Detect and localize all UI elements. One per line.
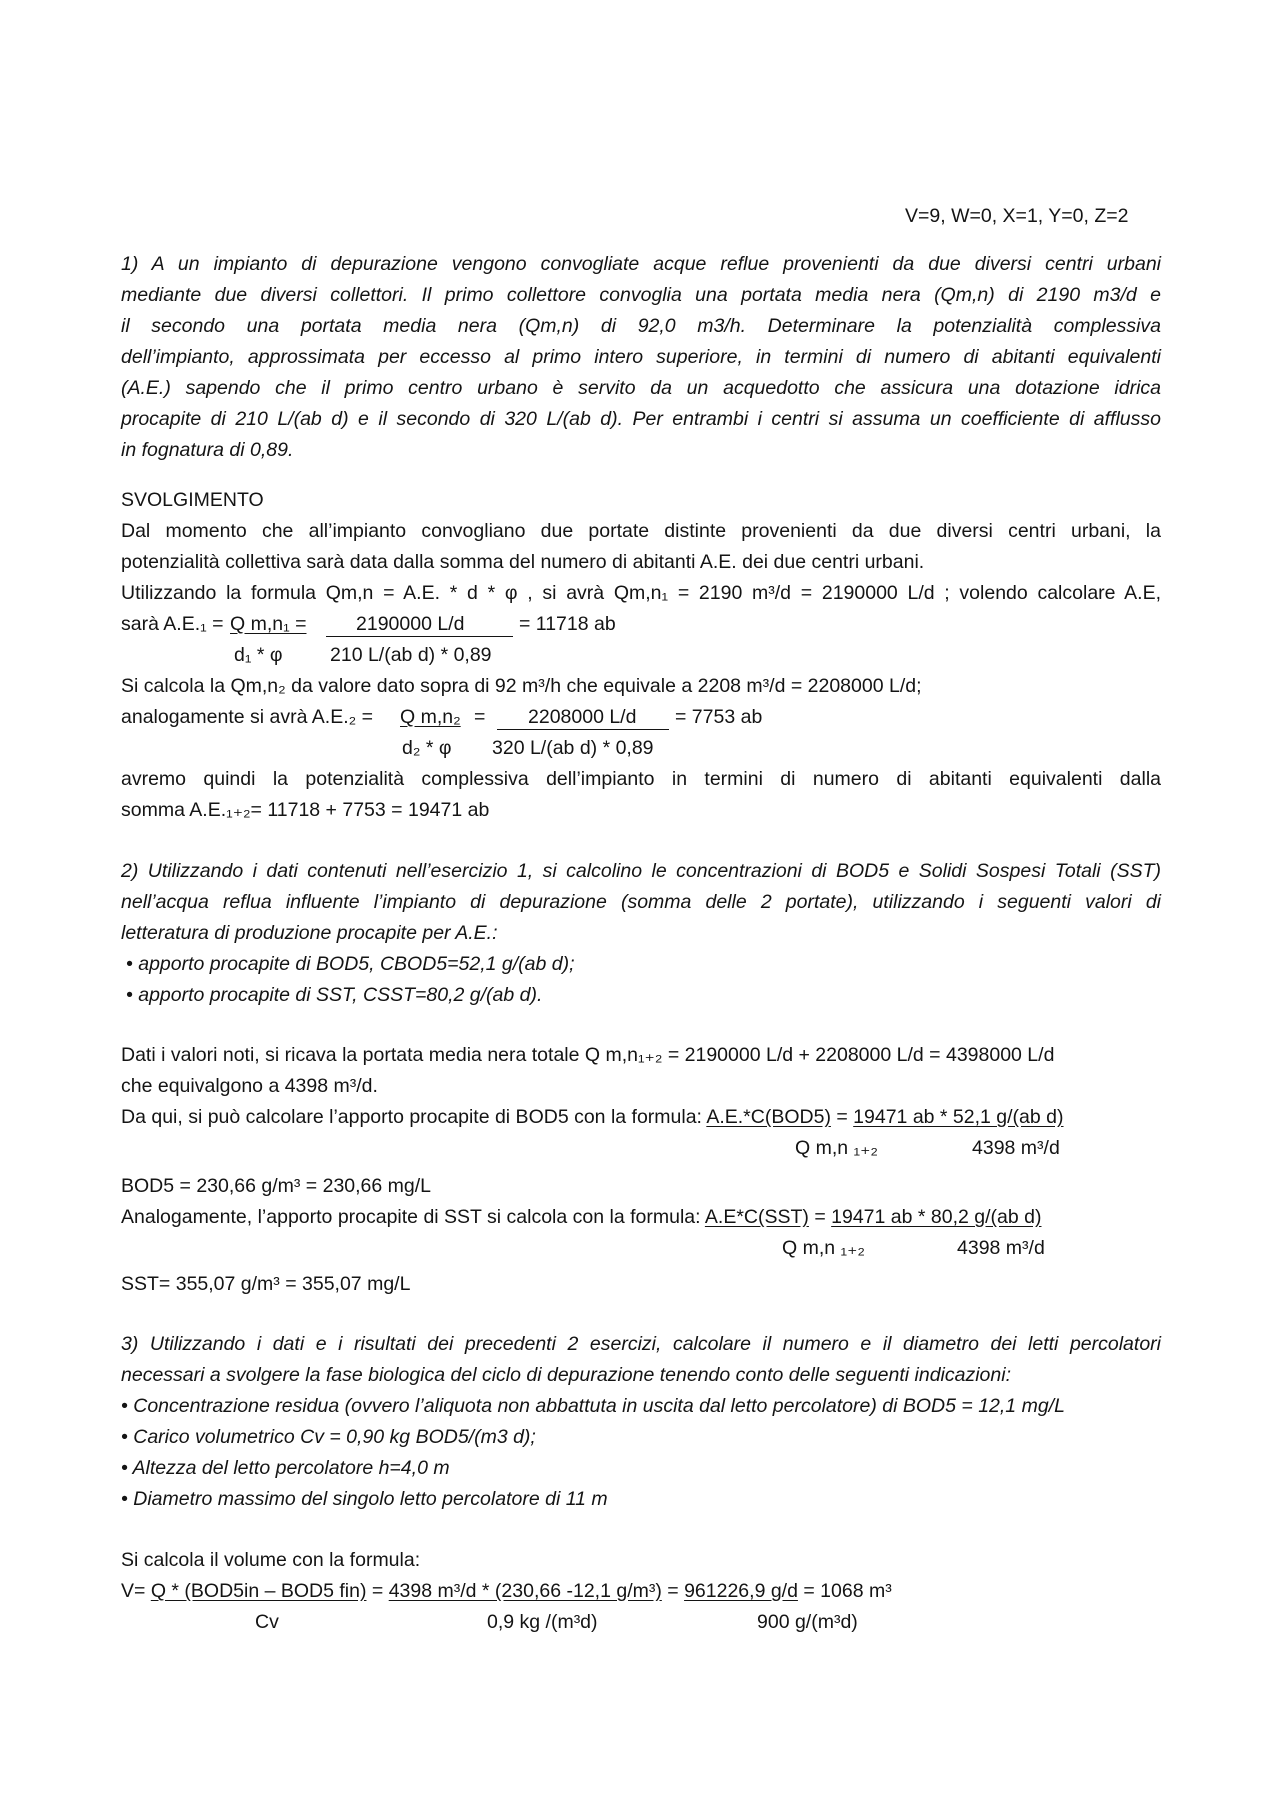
formula-intro: Analogamente, l’apporto procapite di SST si calcola con la formula: bbox=[121, 1206, 705, 1228]
text-line: potenzialità collettiva sarà data dalla somma del numero di abitanti A.E. dei due centri urbani. bbox=[121, 551, 925, 573]
text-line bbox=[121, 1108, 1064, 1128]
formula-fraction-denominator: 210 L/(ab d) * 0,89 bbox=[330, 644, 492, 666]
section-heading: SVOLGIMENTO bbox=[121, 489, 264, 511]
formula-prefix: analogamente si avrà A.E.₂ = bbox=[121, 706, 374, 728]
text-line: (A.E.) sapendo che il primo centro urbano è servito da un acquedotto che assicura una dotazione idrica bbox=[121, 377, 1161, 399]
result-line: SST= 355,07 g/m³ = 355,07 mg/L bbox=[121, 1273, 411, 1295]
bullet-item: • apporto procapite di SST, CSST=80,2 g/(ab d). bbox=[126, 984, 543, 1006]
text-line: che equivalgono a 4398 m³/d. bbox=[121, 1075, 378, 1097]
text-line: 3) Utilizzando i dati e i risultati dei precedenti 2 esercizi, calcolare il numero e il diametro dei letti percolatori bbox=[121, 1333, 1161, 1355]
formula-numerator: A.E*C(SST) bbox=[704, 1206, 809, 1228]
formula-equals: = bbox=[808, 1206, 832, 1228]
formula-fraction-denominator: 320 L/(ab d) * 0,89 bbox=[492, 737, 654, 759]
formula-equals: = bbox=[661, 1580, 685, 1602]
text-line bbox=[121, 1208, 1041, 1228]
text-line: avremo quindi la potenzialità complessiva dell’impianto in termini di numero di abitanti equivalenti dalla bbox=[121, 768, 1161, 790]
formula-result: = 11718 ab bbox=[519, 613, 616, 635]
text-line: in fognatura di 0,89. bbox=[121, 439, 294, 461]
result-line: BOD5 = 230,66 g/m³ = 230,66 mg/L bbox=[121, 1175, 432, 1197]
formula-equals: = bbox=[830, 1106, 854, 1128]
formula-denominator: Cv bbox=[255, 1611, 279, 1633]
bullet-item: • Diametro massimo del singolo letto percolatore di 11 m bbox=[121, 1488, 608, 1510]
formula-numerator: A.E.*C(BOD5) bbox=[706, 1106, 831, 1128]
formula-denominator: Q m,n ₁₊₂ bbox=[795, 1137, 878, 1159]
text-line: procapite di 210 L/(ab d) e il secondo di 320 L/(ab d). Per entrambi i centri si assuma un coefficiente di afflusso bbox=[121, 408, 1161, 430]
bullet-item: • Carico volumetrico Cv = 0,90 kg BOD5/(m3 d); bbox=[121, 1426, 536, 1448]
formula-result: = 7753 ab bbox=[675, 706, 763, 728]
formula-denominator: d₁ * φ bbox=[234, 644, 283, 666]
formula-denominator: 4398 m³/d bbox=[972, 1137, 1060, 1159]
text-line: Dal momento che all’impianto convogliano due portate distinte provenienti da due diversi centri urbani, la bbox=[121, 520, 1161, 542]
formula-intro: Da qui, si può calcolare l’apporto procapite di BOD5 con la formula: bbox=[121, 1106, 707, 1128]
formula-denominator: 4398 m³/d bbox=[957, 1237, 1045, 1259]
text-line: Si calcola la Qm,n₂ da valore dato sopra di 92 m³/h che equivale a 2208 m³/d = 2208000 L/d; bbox=[121, 675, 922, 697]
text-line: 2) Utilizzando i dati contenuti nell’esercizio 1, si calcolino le concentrazioni di BOD5 e Solidi Sospesi Totali (SST) bbox=[121, 860, 1161, 882]
formula-numerator: 19471 ab * 80,2 g/(ab d) bbox=[831, 1206, 1042, 1228]
formula-fraction-numerator: 2190000 L/d bbox=[356, 613, 465, 635]
formula-fraction-numerator: 2208000 L/d bbox=[528, 706, 637, 728]
formula-equals: = bbox=[474, 706, 486, 728]
bullet-item: • Altezza del letto percolatore h=4,0 m bbox=[121, 1457, 450, 1479]
formula-numerator: 4398 m³/d * (230,66 -12,1 g/m³) bbox=[388, 1580, 662, 1602]
formula-equals: = bbox=[366, 1580, 389, 1602]
bullet-item: • apporto procapite di BOD5, CBOD5=52,1 g/(ab d); bbox=[126, 953, 575, 975]
text-line: il secondo una portata media nera (Qm,n) di 92,0 m3/h. Determinare la potenzialità complessiva bbox=[121, 315, 1161, 337]
text-line: letteratura di produzione procapite per A.E.: bbox=[121, 922, 498, 944]
formula-numerator: Q m,n₁ = bbox=[230, 613, 307, 635]
text-line: nell’acqua reflua influente l’impianto di depurazione (somma delle 2 portate), utilizzando i seguenti valori di bbox=[121, 891, 1161, 913]
formula-denominator: d₂ * φ bbox=[402, 737, 452, 759]
text-line: necessari a svolgere la fase biologica del ciclo di depurazione tenendo conto delle seguenti indicazioni: bbox=[121, 1364, 1011, 1386]
formula-result: = 1068 m³ bbox=[797, 1580, 892, 1602]
text-line: dell’impianto, approssimata per eccesso al primo intero superiore, in termini di numero di abitanti equivalenti bbox=[121, 346, 1161, 368]
text-line: Dati i valori noti, si ricava la portata media nera totale Q m,n₁₊₂ = 2190000 L/d + 2208000 L/d = 4398000 L/d bbox=[121, 1044, 1055, 1066]
formula-numerator: Q * (BOD5in – BOD5 fin) bbox=[150, 1580, 367, 1602]
formula-prefix: sarà A.E.₁ = bbox=[121, 613, 224, 635]
formula-denominator: 0,9 kg /(m³d) bbox=[487, 1611, 598, 1633]
text-line: 1) A un impianto di depurazione vengono convogliate acque reflue provenienti da due diversi centri urbani bbox=[121, 253, 1161, 275]
formula-numerator: Q m,n₂ bbox=[400, 706, 461, 728]
volume-formula bbox=[121, 1582, 892, 1602]
formula-numerator: 19471 ab * 52,1 g/(ab d) bbox=[853, 1106, 1064, 1128]
bullet-item: • Concentrazione residua (ovvero l’aliquota non abbattuta in uscita dal letto percolatore) di BOD5 = 12,1 mg/L bbox=[121, 1395, 1065, 1417]
text-line: somma A.E.₁₊₂= 11718 + 7753 = 19471 ab bbox=[121, 799, 490, 821]
fraction-line bbox=[326, 636, 513, 637]
formula-denominator: 900 g/(m³d) bbox=[757, 1611, 858, 1633]
fraction-line bbox=[497, 729, 669, 730]
formula-prefix: V= bbox=[121, 1580, 151, 1602]
formula-denominator: Q m,n ₁₊₂ bbox=[782, 1237, 865, 1259]
formula-numerator: 961226,9 g/d bbox=[684, 1580, 798, 1602]
header-variables: V=9, W=0, X=1, Y=0, Z=2 bbox=[905, 205, 1129, 227]
text-line: Si calcola il volume con la formula: bbox=[121, 1549, 421, 1571]
text-line: mediante due diversi collettori. Il primo collettore convoglia una portata media nera (Qm,n) di 2190 m3/d e bbox=[121, 284, 1161, 306]
text-line: Utilizzando la formula Qm,n = A.E. * d * φ , si avrà Qm,n₁ = 2190 m³/d = 2190000 L/d ; volendo calcolare A.E, bbox=[121, 582, 1161, 604]
